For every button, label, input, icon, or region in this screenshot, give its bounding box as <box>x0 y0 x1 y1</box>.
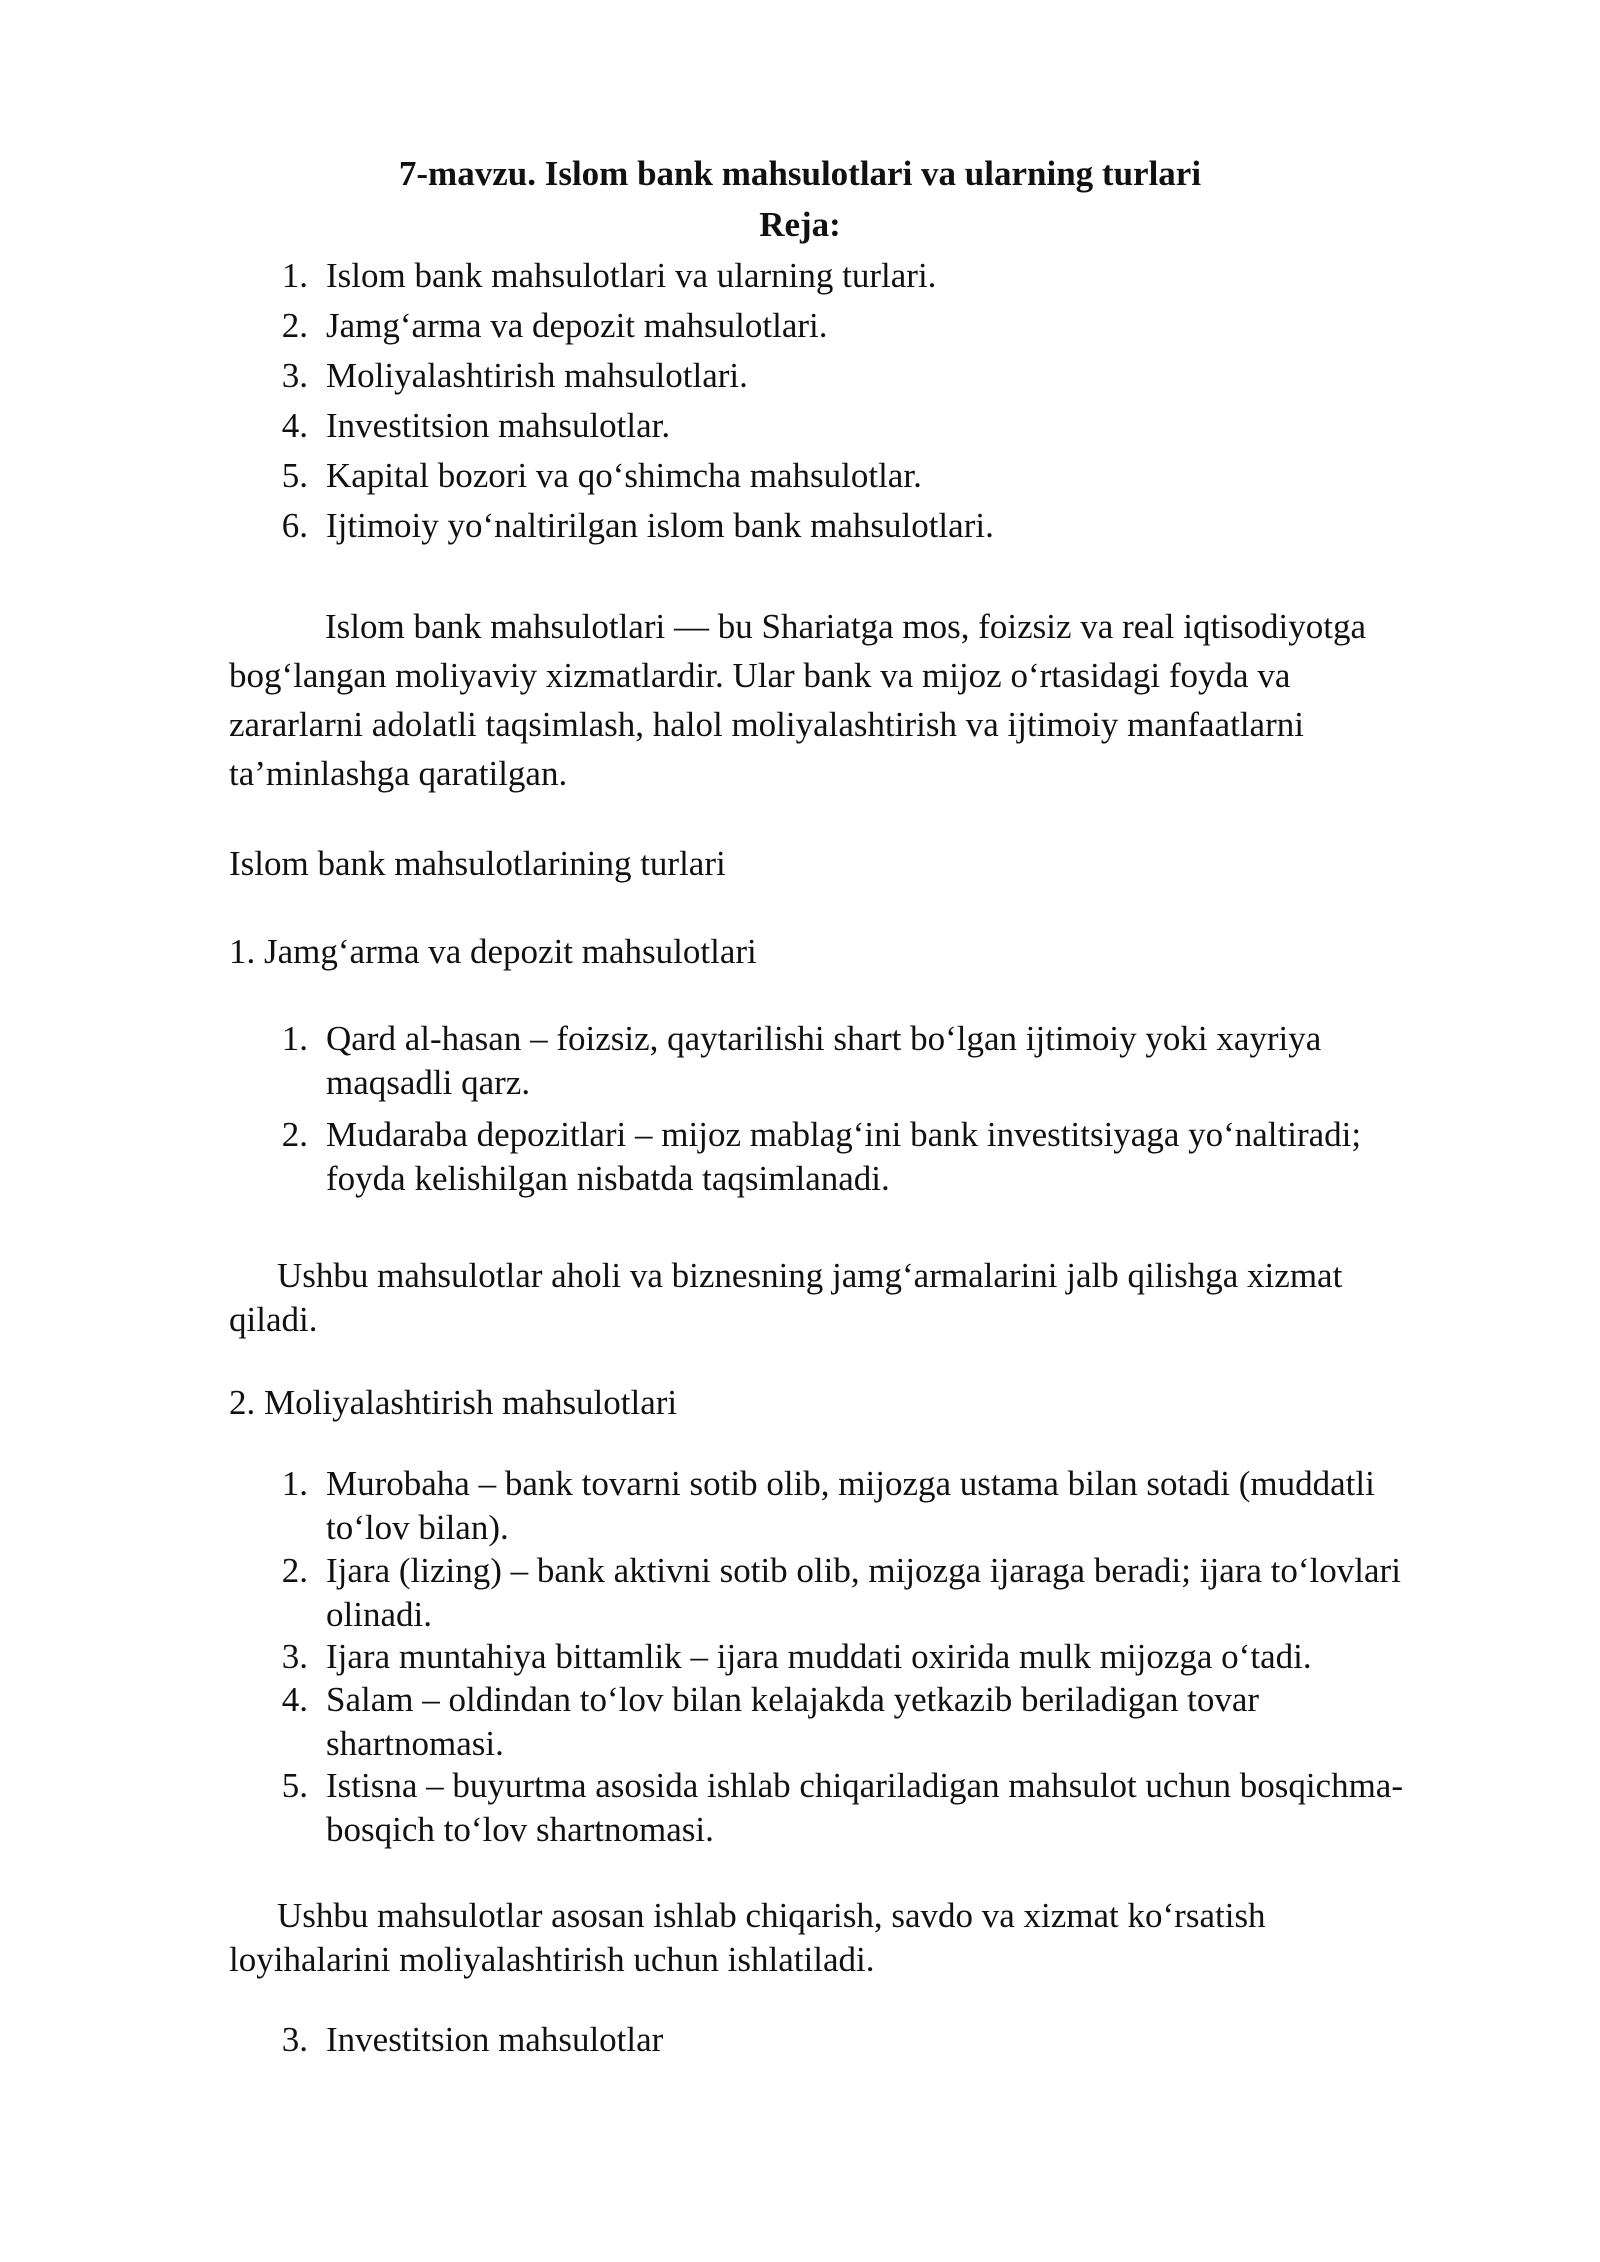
list-number: 2. <box>281 1551 308 1590</box>
list-number: 3. <box>281 356 308 395</box>
list-number: 4. <box>281 406 308 445</box>
paragraph-line: Ushbu mahsulotlar asosan ishlab chiqarish, savdo va xizmat ko‘rsatish <box>277 1896 1266 1935</box>
list-text: Ijtimoiy yo‘naltirilgan islom bank mahsulotlari. <box>326 506 994 545</box>
list-text: Investitsion mahsulotlar. <box>326 406 671 445</box>
list-number: 1. <box>281 1019 308 1058</box>
list-text: Salam – oldindan to‘lov bilan kelajakda yetkazib beriladigan tovar <box>326 1680 1260 1719</box>
list-text: Ijara muntahiya bittamlik – ijara muddati oxirida mulk mijozga o‘tadi. <box>326 1637 1312 1676</box>
list-number: 1. <box>281 1464 308 1503</box>
list-text: Jamg‘arma va depozit mahsulotlari. <box>326 306 828 345</box>
list-text-continued: maqsadli qarz. <box>326 1063 531 1102</box>
list-number: 3. <box>281 2020 308 2059</box>
document-title: 7-mavzu. Islom bank mahsulotlari va ularning turlari <box>398 154 1202 193</box>
types-heading: Islom bank mahsulotlarining turlari <box>229 844 726 883</box>
list-number: 5. <box>281 456 308 495</box>
paragraph-line: qiladi. <box>229 1300 318 1339</box>
list-number: 3. <box>281 1637 308 1676</box>
list-text-continued: bosqich to‘lov shartnomasi. <box>326 1810 714 1849</box>
paragraph-line: loyihalarini moliyalashtirish uchun ishlatiladi. <box>229 1940 875 1979</box>
paragraph-line: Islom bank mahsulotlari — bu Shariatga mos, foizsiz va real iqtisodiyotga <box>325 607 1367 646</box>
list-number: 6. <box>281 506 308 545</box>
list-text: Murobaha – bank tovarni sotib olib, mijozga ustama bilan sotadi (muddatli <box>326 1464 1375 1503</box>
list-text-continued: shartnomasi. <box>326 1724 504 1763</box>
section-heading: 1. Jamg‘arma va depozit mahsulotlari <box>229 932 757 971</box>
paragraph-line: Ushbu mahsulotlar aholi va biznesning jamg‘armalarini jalb qilishga xizmat <box>277 1256 1343 1295</box>
list-text-continued: to‘lov bilan). <box>326 1508 509 1547</box>
list-text-continued: olinadi. <box>326 1595 432 1634</box>
paragraph-line: zararlarni adolatli taqsimlash, halol moliyalashtirish va ijtimoiy manfaatlarni <box>229 705 1304 744</box>
list-text: Moliyalashtirish mahsulotlari. <box>326 356 748 395</box>
list-number: 2. <box>281 1115 308 1154</box>
list-number: 2. <box>281 306 308 345</box>
list-number: 5. <box>281 1766 308 1805</box>
paragraph-line: bog‘langan moliyaviy xizmatlardir. Ular bank va mijoz o‘rtasidagi foyda va <box>229 656 1291 695</box>
paragraph-line: ta’minlashga qaratilgan. <box>229 754 568 793</box>
section-heading: 2. Moliyalashtirish mahsulotlari <box>229 1383 678 1422</box>
list-text-continued: foyda kelishilgan nisbatda taqsimlanadi. <box>326 1159 890 1198</box>
list-number: 1. <box>281 256 308 295</box>
list-number: 4. <box>281 1680 308 1719</box>
list-text: Mudaraba depozitlari – mijoz mablag‘ini bank investitsiyaga yo‘naltiradi; <box>326 1115 1362 1154</box>
list-text: Kapital bozori va qo‘shimcha mahsulotlar. <box>326 456 922 495</box>
list-text: Investitsion mahsulotlar <box>326 2020 664 2059</box>
list-text: Islom bank mahsulotlari va ularning turlari. <box>326 256 937 295</box>
list-text: Ijara (lizing) – bank aktivni sotib olib, mijozga ijaraga beradi; ijara to‘lovlari <box>326 1551 1401 1590</box>
list-text: Istisna – buyurtma asosida ishlab chiqariladigan mahsulot uchun bosqichma- <box>326 1766 1404 1805</box>
list-text: Qard al-hasan – foizsiz, qaytarilishi shart bo‘lgan ijtimoiy yoki xayriya <box>326 1019 1322 1058</box>
plan-heading: Reja: <box>759 205 841 244</box>
